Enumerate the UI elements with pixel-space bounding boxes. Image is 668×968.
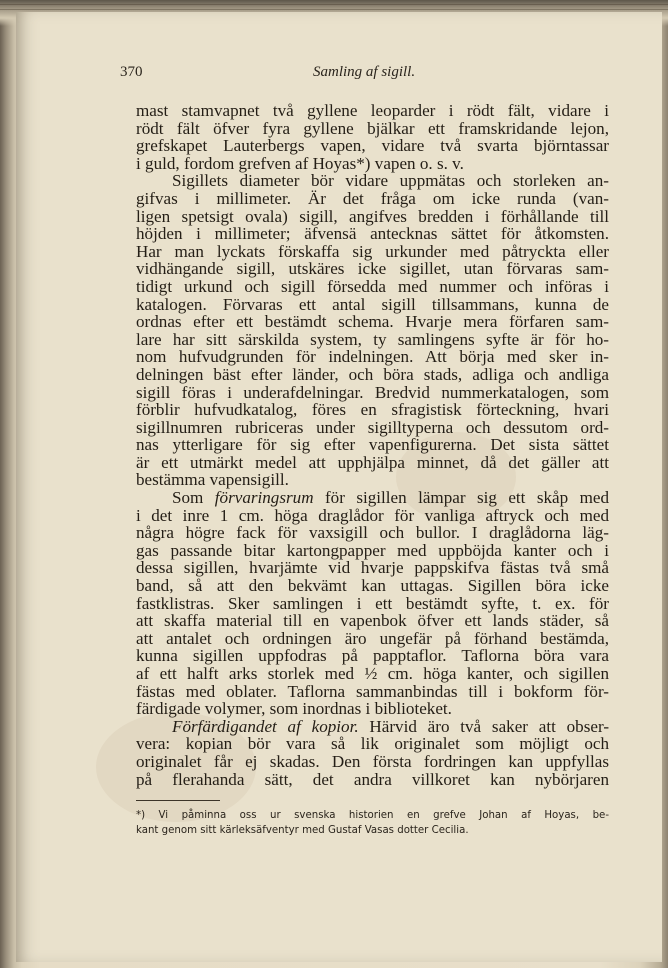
text-line: är ett utmärkt medel att upphjälpa minnet, då det gäller att [136, 452, 609, 472]
text-line: fastklistras. Sker samlingen i ett bestämdt syfte, t. ex. för [136, 593, 609, 613]
text-line: mast stamvapnet två gyllene leoparder i rödt fält, vidare i [136, 101, 609, 120]
text-fragment: Härvid äro två saker att obser- [358, 716, 610, 736]
text-line: höjden i millimeter; äfvensä antecknas sättet för åtkomsten. [136, 224, 609, 244]
footnote [136, 808, 609, 838]
footnote-line: kant genom sitt kärleksäfventyr med Gustaf Vasas dotter Cecilia. [136, 825, 469, 836]
text-line: i det inre 1 cm. höga draglådor för vanliga aftryck och med [136, 505, 609, 525]
text-line: i guld, fordom grefven af Hoyas*) vapen o. s. v. [136, 153, 464, 173]
text-line: kunna sigillen uppfodras på papptaflor. Taflorna böra vara [136, 646, 609, 666]
text-line: att antalet och ordningen äro ungefär på förhand bestämda, [136, 628, 609, 648]
page-edge-line [0, 4, 668, 5]
running-header [118, 64, 562, 86]
text-line: af ett halft arks storlek med ½ cm. höga kanter, och sigillen [136, 664, 609, 683]
italic-term: Förfärdigandet af kopior. [172, 716, 359, 736]
text-line: gifvas i millimeter. Är det fråga om icke runda (van- [136, 188, 609, 208]
text-line: band, så att den bekvämt kan uttagas. Sigillen böra icke [136, 576, 609, 596]
text-line: nom hufvudgrunden för indelningen. Att börja med sker in- [136, 347, 609, 367]
text-line: fästas med oblater. Taflorna sammanbindas till i bokform för- [136, 681, 609, 701]
text-fragment: Som [172, 488, 215, 508]
text-line: sigill föras i underafdelningar. Bredvid nummerkatalogen, som [136, 382, 609, 402]
text-line: bestämma vapensigill. [136, 470, 289, 490]
body-text [136, 102, 609, 788]
text-line [136, 718, 609, 736]
text-line: sigillnumren rubriceras under sigilltyperna och dessutom ord- [136, 417, 609, 437]
footnote-line: *) Vi påminna oss ur svenska historien en grefve Johan af Hoyas, be- [136, 810, 609, 821]
text-line: några högre fack för vaxsigill och bullor. I draglådorna läg- [136, 523, 609, 543]
text-line: vera: kopian bör vara så lik originalet som möjligt och [136, 734, 609, 754]
footnote-rule [136, 800, 220, 801]
text-line: tidigt urkund och sigill försedda med nummer och införas i [136, 276, 609, 296]
text-line: katalogen. Förvaras ett antal sigill tillsammans, kunna de [136, 294, 609, 314]
text-line: rödt fält öfver fyra gyllene bjälkar ett framskridande lejon, [136, 118, 609, 138]
text-line: lare har sitt särskilda system, ty samlingens syfte är för ho- [136, 329, 609, 349]
text-line: förblir hufvudkatalog, föres en sfragistisk förteckning, hvari [136, 400, 609, 420]
text-fragment: för sigillen lämpar sig ett skåp med [313, 488, 610, 508]
text-line: Har man lyckats förskaffa sig urkunder med påtryckta eller [136, 241, 609, 261]
page-number: 370 [120, 64, 143, 80]
page-edge-line [0, 9, 668, 10]
text-line: gas passande bitar kartongpapper med uppböjda kanter och i [136, 540, 609, 560]
text-line: ligen spetsigt ovala) sigill, angifves bredden i förhållande till [136, 206, 609, 226]
text-line: originalet får ej skadas. Den första fordringen kan uppfyllas [136, 751, 609, 771]
italic-term: förvaringsrum [214, 488, 314, 508]
text-line: dessa sigillen, hvarjämte vid hvarje pappskifva fästas två små [136, 558, 609, 578]
running-title: Samling af sigill. [313, 64, 416, 80]
text-line: grefskapet Lauterbergs vapen, vidare två svarta björntassar [136, 136, 609, 156]
text-line: nas ytterligare för sig efter vapenfigurerna. Det sista sättet [136, 435, 609, 455]
text-line [136, 489, 609, 507]
text-line: att skaffa material till en vapenbok öfver ett lands städer, så [136, 611, 609, 631]
text-line: delningen bäst efter länder, och böra stads, adliga och andliga [136, 364, 609, 384]
text-line: färdigade volymer, som inordnas i biblioteket. [136, 699, 452, 719]
text-line: ordnas efter ett bestämdt schema. Hvarje mera förfaren sam- [136, 312, 609, 332]
text-line: Sigillets diameter bör vidare uppmätas och storleken an- [172, 171, 609, 191]
text-line: på flerahanda sätt, det andra villkoret kan nybörjaren [136, 769, 609, 789]
text-line: vidhängande sigill, utskäres icke sigillet, utan förvaras sam- [136, 259, 609, 279]
